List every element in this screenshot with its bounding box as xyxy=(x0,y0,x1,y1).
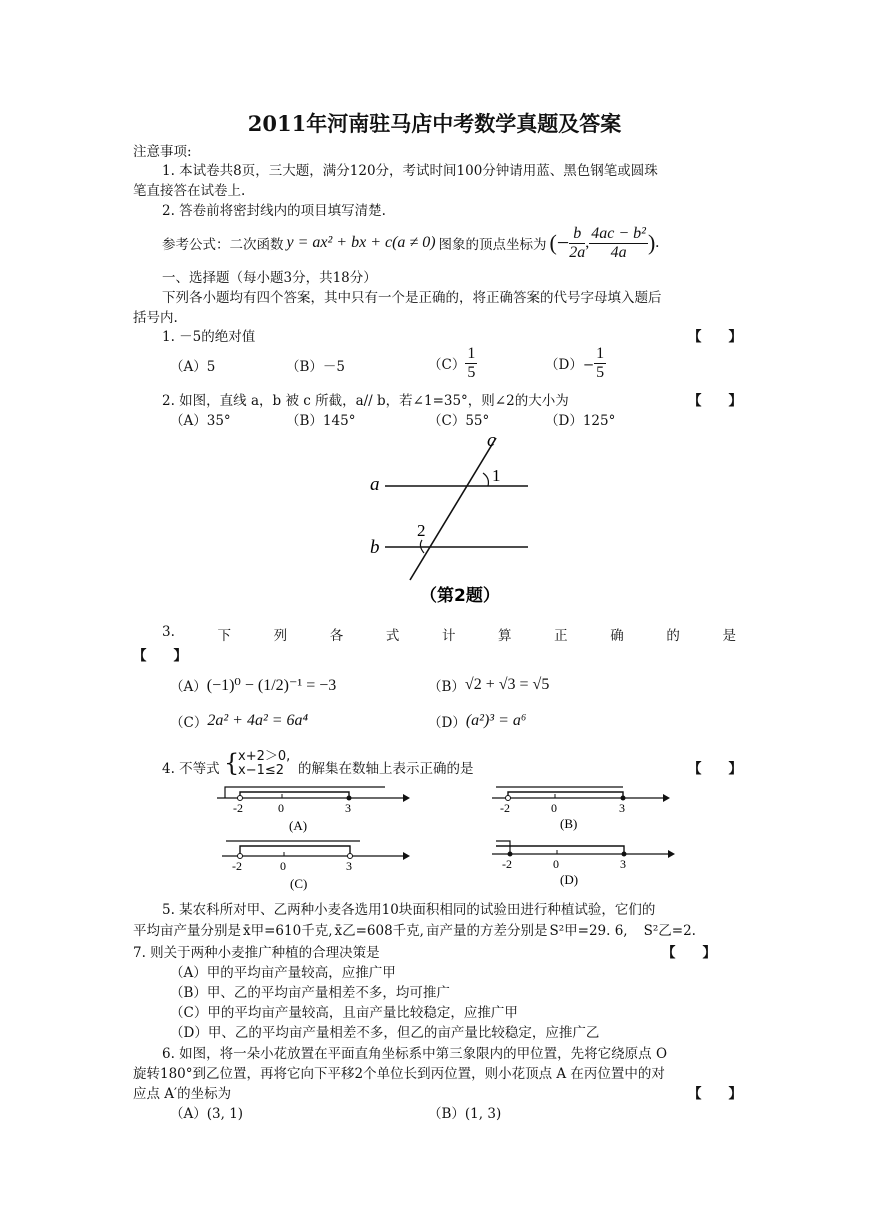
q6-stem: 6. 如图，将一朵小花放置在平面直角坐标系中第三象限内的甲位置，先将它绕原点 O xyxy=(162,1046,668,1062)
q3-option-a xyxy=(170,672,336,698)
q1-option-d-num: 1 xyxy=(596,344,605,362)
q5-option-b: （B）甲、乙的平均亩产量相差不多，均可推广 xyxy=(170,985,450,1001)
q5-text: 平均亩产量分别是 xyxy=(133,923,241,939)
q2-option-b: （B）145° xyxy=(286,413,356,429)
q1-option-c xyxy=(428,340,477,386)
tick-label: 3 xyxy=(345,801,351,815)
reference-formula xyxy=(162,223,659,263)
q5-stem-line3: 7. 则关于两种小麦推广种植的合理决策是 xyxy=(133,945,380,961)
q1-option-d-label: （D）− xyxy=(545,357,595,373)
q6-stem-line3: 应点 A′的坐标为 xyxy=(133,1086,232,1102)
tick-label: 3 xyxy=(620,857,626,871)
page-title: 2011年河南驻马店中考数学真题及答案 xyxy=(247,111,622,136)
q5-option-a: （A）甲的平均亩产量较高，应推广甲 xyxy=(170,965,396,981)
q3-option-c-expr: 2a² + 4a² = 6a⁴ xyxy=(207,712,309,729)
q1-option-c-label: （C） xyxy=(428,357,466,373)
q4-number-line-a[interactable] xyxy=(215,780,410,836)
q4-stem-prefix: 4. 不等式 xyxy=(162,761,220,777)
q3-stem-char: 式 xyxy=(385,628,400,644)
q3-option-c xyxy=(170,708,308,734)
q4-number-line-c[interactable] xyxy=(220,836,410,892)
q3-option-b xyxy=(428,672,549,698)
line-c xyxy=(410,438,496,580)
q2-stem: 2. 如图，直线 a，b 被 c 所截，a// b，若∠1=35°，则∠2的大小为 xyxy=(162,393,569,409)
q2-figure xyxy=(360,428,540,610)
q2-answer-bracket[interactable]: 【 】 xyxy=(688,393,742,409)
q3-option-b-label: （B） xyxy=(428,679,465,695)
q1-option-c-num: 1 xyxy=(467,344,476,362)
q6-option-a: （A）(3, 1) xyxy=(170,1106,244,1122)
q4-stem-suffix: 的解集在数轴上表示正确的是 xyxy=(298,761,474,777)
tick-label: -2 xyxy=(500,801,510,815)
formula-mid: 图象的顶点坐标为 xyxy=(438,237,547,253)
label-b: b xyxy=(370,537,380,558)
q5-stem-line2 xyxy=(133,919,696,939)
notice-heading: 注意事项: xyxy=(133,144,192,160)
q6-answer-bracket[interactable]: 【 】 xyxy=(688,1086,742,1102)
q3-stem-char: 的 xyxy=(666,628,680,644)
q5-stem: 5. 某农科所对甲、乙两种小麦各选用10块面积相同的试验田进行种植试验，它们的 xyxy=(162,902,656,918)
q1-option-d-den: 5 xyxy=(596,363,605,381)
tick-label: 0 xyxy=(278,801,284,815)
q5-mean-yi: x̄乙=608千克, xyxy=(334,923,424,939)
q3-stem-char: 算 xyxy=(498,628,512,644)
q5-answer-bracket[interactable]: 【 】 xyxy=(662,945,716,961)
label-c: c xyxy=(487,430,496,451)
q3-stem xyxy=(162,624,736,644)
q3-stem-char: 确 xyxy=(610,628,624,644)
label-angle-1: 1 xyxy=(492,466,501,485)
notice-item-1-cont: 笔直接答在试卷上. xyxy=(133,183,246,199)
tick-label: 3 xyxy=(619,801,625,815)
tick-label: 3 xyxy=(346,859,352,873)
label-a: a xyxy=(370,474,380,495)
tick-label: 0 xyxy=(553,857,559,871)
q3-option-d-label: （D） xyxy=(428,715,466,731)
q3-option-d xyxy=(428,708,526,734)
q4-inequality-1: x+2＞0, xyxy=(238,749,291,764)
q3-stem-char: 下 xyxy=(217,628,231,644)
q5-text: 亩产量的方差分别是 xyxy=(425,923,548,939)
q1-option-b: （B）－5 xyxy=(286,359,346,375)
q3-answer-bracket[interactable]: 【 】 xyxy=(133,648,187,664)
angle-1-arc xyxy=(483,473,488,486)
option-label: (C) xyxy=(290,876,308,891)
q3-option-a-expr: (−1)⁰ − (1/2)⁻¹ = −3 xyxy=(206,677,337,694)
q3-option-d-expr: (a²)³ = a⁶ xyxy=(465,712,527,729)
formula-vertex: (− $\frac{b}{2a}$ , $\frac{\text{4ac − b²}}{4a}$ ) . xyxy=(549,224,660,261)
figure-caption: （第2题） xyxy=(420,586,500,606)
q3-option-a-label: （A） xyxy=(170,679,207,695)
tick-label: 0 xyxy=(280,859,286,873)
notice-item-1: 1. 本试卷共8页，三大题，满分120分，考试时间100分钟请用蓝、黑色钢笔或圆珠 xyxy=(162,163,658,179)
brace-icon: { xyxy=(224,749,240,777)
q1-option-c-den: 5 xyxy=(467,363,476,381)
q2-option-a: （A）35° xyxy=(170,413,231,429)
tick-label: 0 xyxy=(551,801,557,815)
tick-label: -2 xyxy=(232,859,242,873)
option-label: (D) xyxy=(560,872,579,887)
q3-stem-char: 3. xyxy=(162,624,175,640)
q2-option-c: （C）55° xyxy=(428,413,490,429)
q6-option-b: （B）(1, 3) xyxy=(428,1106,502,1122)
option-label: (A) xyxy=(289,818,308,833)
formula-prefix: 参考公式：二次函数 xyxy=(162,237,284,253)
q3-stem-char: 列 xyxy=(273,628,288,644)
q3-stem-char: 计 xyxy=(441,628,456,644)
q3-option-c-label: （C） xyxy=(170,715,208,731)
q3-stem-char: 正 xyxy=(554,628,568,644)
q4-number-line-d[interactable] xyxy=(490,836,675,892)
section-1-instructions: 下列各小题均有四个答案，其中只有一个是正确的，将正确答案的代号字母填入题后 xyxy=(162,290,662,306)
q2-option-d: （D）125° xyxy=(545,413,616,429)
q6-stem-line2: 旋转180°到乙位置，再将它向下平移2个单位长到丙位置，则小花顶点 A 在丙位置中的对 xyxy=(133,1066,665,1082)
q4-answer-bracket[interactable]: 【 】 xyxy=(688,761,742,777)
tick-label: -2 xyxy=(502,857,512,871)
tick-label: -2 xyxy=(233,801,243,815)
q4-number-line-b[interactable] xyxy=(490,780,670,836)
q5-option-d: （D）甲、乙的平均亩产量相差不多，但乙的亩产量比较稳定，应推广乙 xyxy=(170,1025,600,1041)
q1-stem: 1. －5的绝对值 xyxy=(162,329,256,345)
q3-stem-char: 是 xyxy=(722,628,736,644)
label-angle-2: 2 xyxy=(417,521,426,540)
option-label: (B) xyxy=(560,816,578,831)
section-1-instructions-cont: 括号内. xyxy=(133,310,178,326)
q5-variance-jia: S²甲=29. 6, xyxy=(549,923,628,939)
q5-mean-jia: x̄甲=610千克, xyxy=(243,923,333,939)
section-1-heading: 一、选择题（每小题3分，共18分） xyxy=(162,270,377,286)
q3-stem-char: 各 xyxy=(329,628,344,644)
q5-variance-yi: S²乙=2. xyxy=(643,923,696,939)
q3-option-b-expr: √2 + √3 = √5 xyxy=(464,676,550,693)
q5-option-c: （C）甲的平均亩产量较高，且亩产量比较稳定，应推广甲 xyxy=(170,1005,518,1021)
notice-item-2: 2. 答卷前将密封线内的项目填写清楚. xyxy=(162,203,386,219)
q4-inequality-2: x−1≤2 xyxy=(238,763,285,778)
q1-answer-bracket[interactable]: 【 】 xyxy=(688,329,742,345)
q1-option-d xyxy=(545,340,606,386)
q1-option-a: （A）5 xyxy=(170,359,216,375)
formula-function: y = ax² + bx + c(a ≠ 0) xyxy=(286,234,436,251)
